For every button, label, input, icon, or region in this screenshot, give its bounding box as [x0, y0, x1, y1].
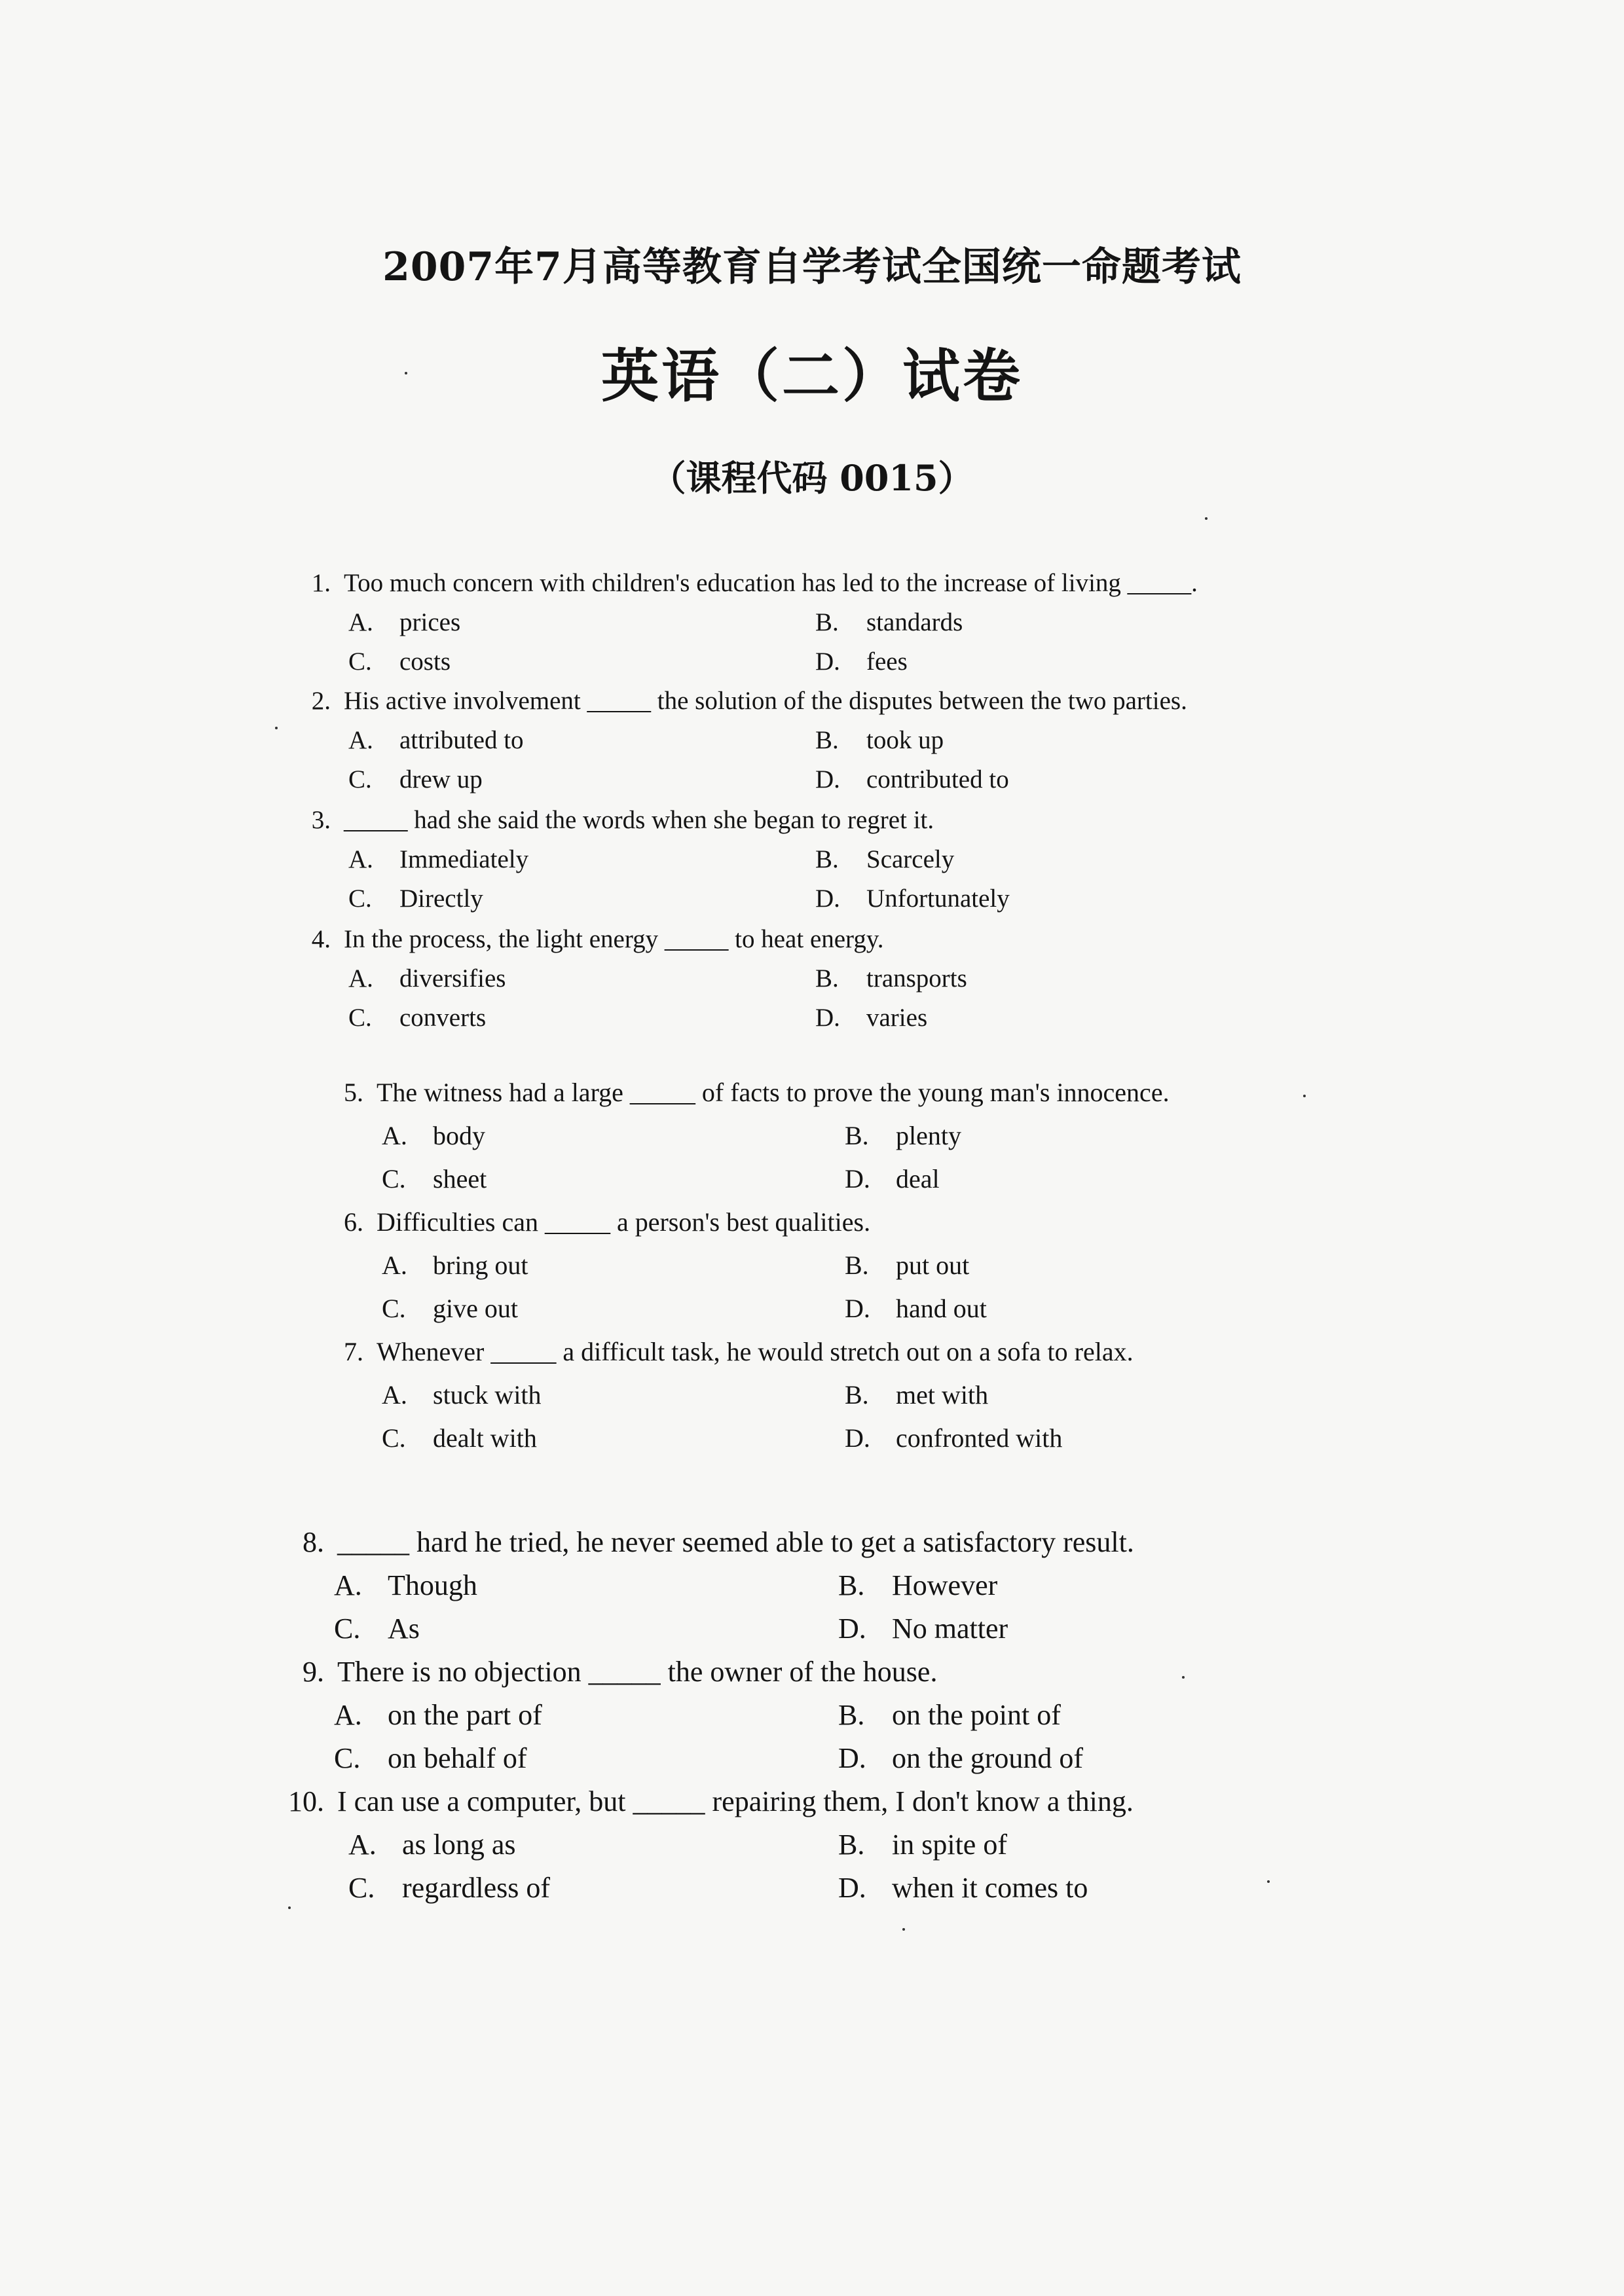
question-1 — [291, 568, 1339, 686]
option-d: D. varies — [815, 1004, 928, 1032]
option-a: A. Though — [334, 1569, 477, 1601]
question-9 — [278, 1655, 1359, 1786]
question-stem: 3. _____ had she said the words when she began to regret it. — [311, 806, 934, 834]
question-stem: 6. Difficulties can _____ a person's best qualities. — [344, 1207, 871, 1237]
option-a: A. on the part of — [334, 1699, 542, 1731]
option-c: C. Directly — [348, 884, 483, 913]
question-8 — [278, 1525, 1359, 1656]
question-stem: 8. _____ hard he tried, he never seemed able to get a satisfactory result. — [303, 1526, 1134, 1558]
option-d: D. fees — [815, 647, 908, 676]
question-4 — [291, 924, 1339, 1042]
option-b: B. in spite of — [838, 1829, 1007, 1861]
option-d: D. on the ground of — [838, 1742, 1084, 1774]
option-b: B. took up — [815, 726, 944, 754]
option-c: C. drew up — [348, 765, 483, 793]
option-c: C. converts — [348, 1004, 487, 1032]
question-stem: 1. Too much concern with children's education has led to the increase of living _____. — [311, 569, 1198, 597]
question-stem: 4. In the process, the light energy _____ to heat energy. — [311, 925, 884, 953]
option-d: D. when it comes to — [838, 1872, 1088, 1904]
question-3 — [291, 805, 1339, 923]
option-a: A. as long as — [348, 1829, 516, 1861]
scan-speck — [1205, 517, 1208, 520]
option-d: D. No matter — [838, 1613, 1008, 1645]
option-b: B. Scarcely — [815, 845, 955, 873]
option-c: C. As — [334, 1613, 420, 1645]
option-a: A. bring out — [382, 1250, 528, 1280]
option-a: A. Immediately — [348, 845, 529, 873]
scan-speck — [275, 727, 278, 729]
scan-speck — [902, 1928, 905, 1931]
option-b: B. However — [838, 1569, 998, 1601]
course-code: （课程代码 0015） — [650, 457, 974, 499]
scan-speck — [1267, 1880, 1270, 1883]
option-b: B. met with — [845, 1380, 989, 1410]
paper-title: 英语（二）试卷 — [600, 342, 1023, 410]
option-c: C. on behalf of — [334, 1742, 527, 1774]
option-c: C. costs — [348, 647, 451, 676]
question-6 — [327, 1207, 1342, 1334]
option-d: D. Unfortunately — [815, 884, 1010, 913]
question-2 — [291, 686, 1339, 804]
option-a: A. stuck with — [382, 1380, 542, 1410]
option-d: D. deal — [845, 1164, 940, 1194]
scan-speck — [288, 1906, 291, 1909]
option-c: C. sheet — [382, 1164, 487, 1194]
option-a: A. diversifies — [348, 964, 506, 993]
option-a: A. attributed to — [348, 726, 524, 754]
option-b: B. standards — [815, 608, 963, 636]
option-d: D. confronted with — [845, 1423, 1063, 1453]
question-stem: 5. The witness had a large _____ of facts to prove the young man's innocence. — [344, 1078, 1170, 1107]
question-stem: 10. I can use a computer, but _____ repairing them, I don't know a thing. — [288, 1785, 1134, 1817]
question-stem: 9. There is no objection _____ the owner of the house. — [303, 1656, 938, 1688]
question-10 — [278, 1785, 1359, 1916]
option-c: C. regardless of — [348, 1872, 551, 1904]
option-d: D. contributed to — [815, 765, 1009, 793]
option-d: D. hand out — [845, 1294, 987, 1323]
question-stem: 7. Whenever _____ a difficult task, he would stretch out on a sofa to relax. — [344, 1337, 1134, 1366]
question-7 — [327, 1336, 1342, 1464]
option-b: B. on the point of — [838, 1699, 1061, 1731]
question-5 — [327, 1077, 1342, 1205]
question-stem: 2. His active involvement _____ the solution of the disputes between the two parties. — [311, 687, 1187, 715]
option-a: A. body — [382, 1121, 485, 1150]
option-b: B. transports — [815, 964, 967, 993]
option-b: B. put out — [845, 1250, 970, 1280]
scan-speck — [1182, 1676, 1185, 1679]
option-c: C. dealt with — [382, 1423, 537, 1453]
option-a: A. prices — [348, 608, 461, 636]
option-c: C. give out — [382, 1294, 518, 1323]
scan-speck — [405, 372, 407, 374]
option-b: B. plenty — [845, 1121, 961, 1150]
exam-title: 2007年7月高等教育自学考试全国统一命题考试 — [382, 244, 1242, 290]
scan-speck — [1303, 1095, 1306, 1097]
